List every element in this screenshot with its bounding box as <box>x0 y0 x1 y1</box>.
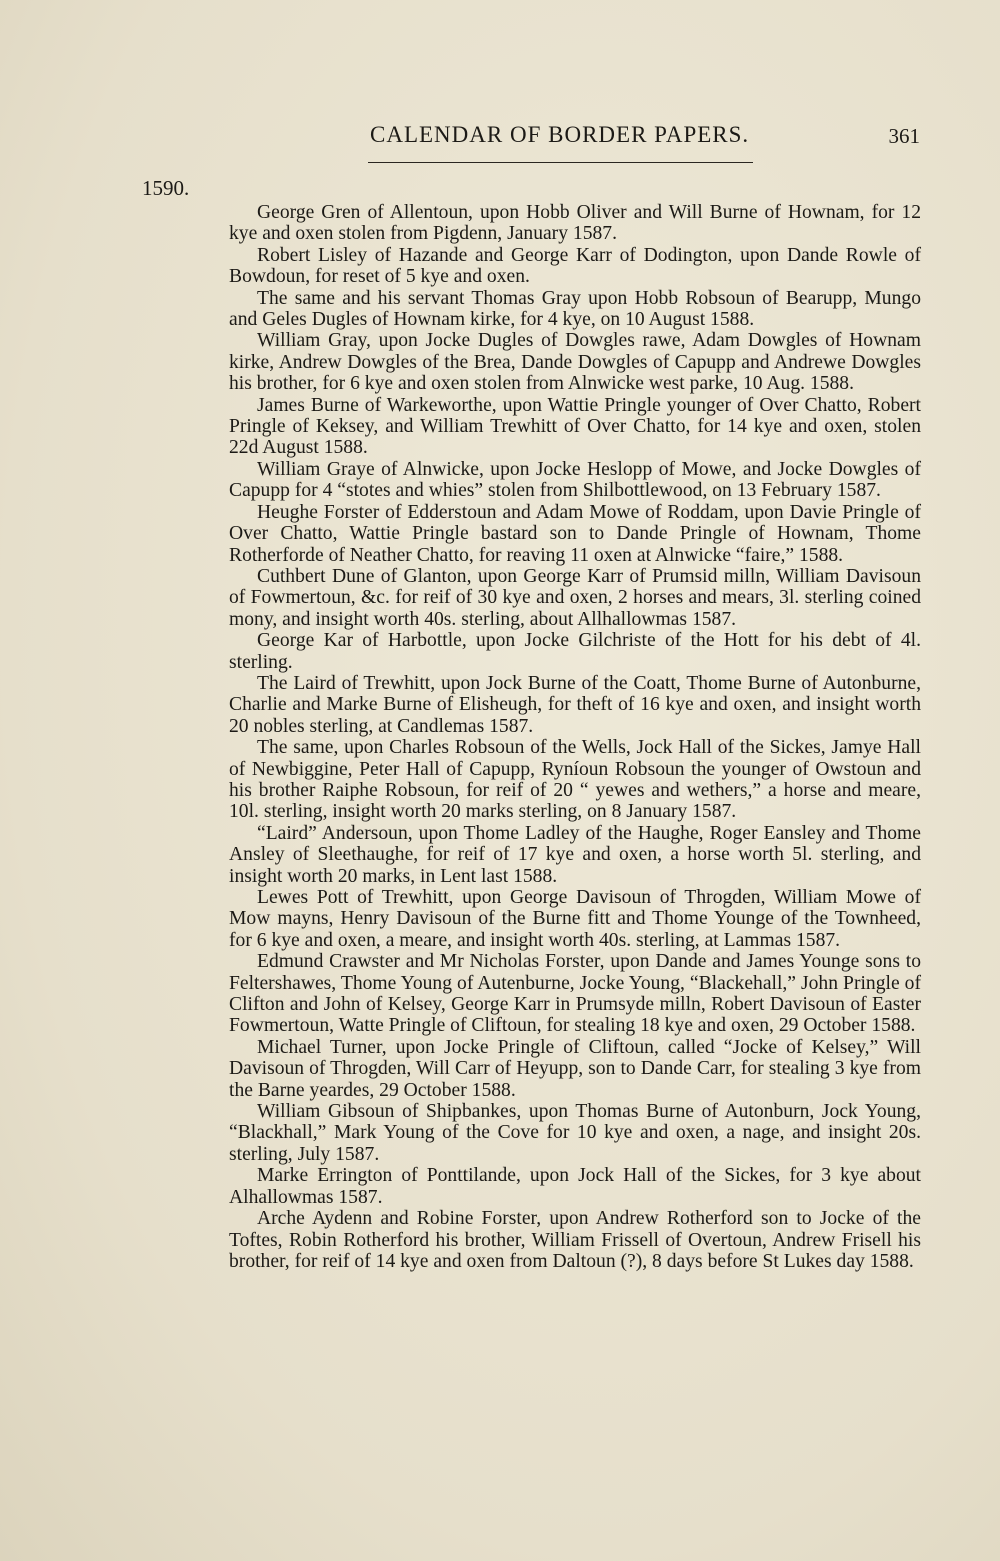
entry: George Kar of Harbottle, upon Jocke Gilchriste of the Hott for his debt of 4l. sterling. <box>229 630 921 673</box>
entry: Heughe Forster of Edderstoun and Adam Mowe of Roddam, upon Davie Pringle of Over Chatto, Wattie Pringle bastard son to Dande Pringle of Hownam, Thome Rotherforde of Neather Chatto, for reaving 11 oxen at Alnwicke “faire,” 1588. <box>229 501 921 566</box>
entry: Arche Aydenn and Robine Forster, upon Andrew Rotherford son to Jocke of the Toftes, Robin Rotherford his brother, William Frissell of Overtoun, Andrew Frisell his brother, for reif of 14 kye and oxen from Daltoun (?), 8 days before St Lukes day 1588. <box>229 1208 921 1272</box>
entry: Cuthbert Dune of Glanton, upon George Karr of Prumsid milln, William Davisoun of Fowmertoun, &c. for reif of 30 kye and oxen, 2 horses and mears, 3l. sterling coined mony, and insight worth 40s. sterling, about Allhallowmas 1587. <box>229 565 921 630</box>
entry: The Laird of Trewhitt, upon Jock Burne of the Coatt, Thome Burne of Autonburne, Charlie and Marke Burne of Elisheugh, for theft of 16 kye and oxen, and insight worth 20 nobles sterling, at Candlemas 1587. <box>229 672 921 737</box>
entry: James Burne of Warkeworthe, upon Wattie Pringle younger of Over Chatto, Robert Pringle of Keksey, and William Trewhitt of Over Chatto, for 14 kye and oxen, stolen 22d August 1588. <box>229 394 921 459</box>
entry: “Laird” Andersoun, upon Thome Ladley of the Haughe, Roger Eansley and Thome Ansley of Sleethaughe, for reif of 17 kye and oxen, a horse worth 5l. sterling, and insight worth 20 marks, in Lent last 1588. <box>229 822 921 887</box>
entry: The same and his servant Thomas Gray upon Hobb Robsoun of Bearupp, Mungo and Geles Dugles of Hownam kirke, for 4 kye, on 10 August 1588. <box>229 287 921 331</box>
running-header <box>230 118 930 158</box>
entry: William Gibsoun of Shipbankes, upon Thomas Burne of Autonburn, Jock Young, “Blackhall,” Mark Young of the Cove for 10 kye and oxen, a nage, and insight 20s. sterling, July 1587. <box>229 1101 921 1165</box>
entry: George Gren of Allentoun, upon Hobb Oliver and Will Burne of Hownam, for 12 kye and oxen stolen from Pigdenn, January 1587. <box>229 202 921 245</box>
entries-list <box>229 202 921 1272</box>
entry: Marke Errington of Ponttilande, upon Jock Hall of the Sickes, for 3 kye about Alhallowmas 1587. <box>229 1165 921 1208</box>
entry: The same, upon Charles Robsoun of the Wells, Jock Hall of the Sickes, Jamye Hall of Newbiggine, Peter Hall of Capupp, Ryníoun Robsoun the younger of Owstoun and his brother Raiphe Robsoun, for reif of 20 “ yewes and wethers,” a horse and meare, 10l. sterling, insight worth 20 marks sterling, on 8 January 1587. <box>229 737 921 823</box>
page-number: 361 <box>888 124 920 148</box>
page-title: CALENDAR OF BORDER PAPERS. <box>370 122 750 147</box>
header-rule <box>368 162 753 163</box>
entry: William Graye of Alnwicke, upon Jocke Heslopp of Mowe, and Jocke Dowgles of Capupp for 4 “stotes and whies” stolen from Shilbottlewood, on 13 February 1587. <box>229 458 921 502</box>
entry: Robert Lisley of Hazande and George Karr of Dodington, upon Dande Rowle of Bowdoun, for reset of 5 kye and oxen. <box>229 244 921 288</box>
entry: Michael Turner, upon Jocke Pringle of Cliftoun, called “Jocke of Kelsey,” Will Davisoun of Throgden, Will Carr of Heyupp, son to Dande Carr, for stealing 3 kye from the Barne yeardes, 29 October 1588. <box>229 1036 921 1101</box>
entry: Lewes Pott of Trewhitt, upon George Davisoun of Throgden, William Mowe of Mow mayns, Henry Davisoun of the Burne fitt and Thome Younge of the Townheed, for 6 kye and oxen, a meare, and insight worth 40s. sterling, at Lammas 1587. <box>229 887 921 951</box>
year-marker: 1590. <box>142 176 190 200</box>
entry: William Gray, upon Jocke Dugles of Dowgles rawe, Adam Dowgles of Hownam kirke, Andrew Dowgles of the Brea, Dande Dowgles of Capupp and Andrewe Dowgles his brother, for 6 kye and oxen stolen from Alnwicke west parke, 10 Aug. 1588. <box>229 330 921 395</box>
entry: Edmund Crawster and Mr Nicholas Forster, upon Dande and James Younge sons to Feltershawes, Thome Young of Autenburne, Jocke Young, “Blackehall,” John Pringle of Clifton and John of Kelsey, George Karr in Prumsyde milln, Robert Davisoun of Easter Fowmertoun, Watte Pringle of Cliftoun, for stealing 18 kye and oxen, 29 October 1588. <box>229 951 921 1037</box>
